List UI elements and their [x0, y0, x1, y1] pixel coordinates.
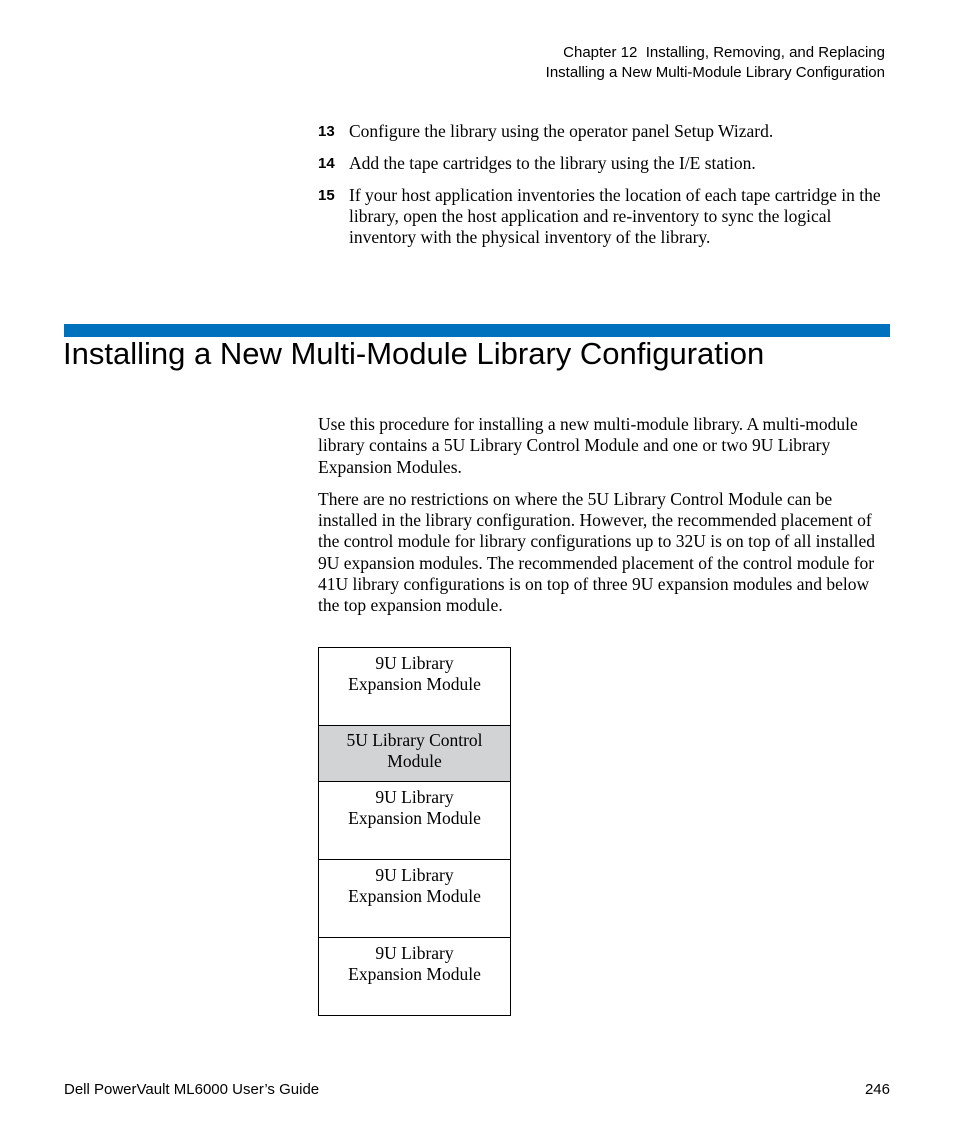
- module-label-line: Expansion Module: [348, 886, 481, 906]
- step-item: [318, 121, 890, 142]
- step-text: Configure the library using the operator panel Setup Wizard.: [349, 121, 774, 141]
- step-number: 13: [318, 123, 335, 140]
- footer-guide-title: Dell PowerVault ML6000 User’s Guide: [64, 1081, 320, 1098]
- section-title: Installing a New Multi-Module Library Configuration: [63, 336, 765, 371]
- expansion-module-box: [319, 781, 510, 859]
- module-label-line: 5U Library Control: [346, 730, 483, 750]
- running-header: [546, 43, 885, 83]
- module-label-line: 9U Library: [375, 653, 454, 673]
- expansion-module-box: [319, 937, 510, 1015]
- module-label-line: Module: [387, 751, 442, 771]
- step-list: [318, 121, 890, 259]
- step-number: 14: [318, 155, 335, 172]
- step-number: 15: [318, 187, 335, 204]
- header-section: Installing a New Multi-Module Library Configuration: [545, 64, 885, 81]
- step-text: If your host application inventories the location of each tape cartridge in the library, open the host application and re-inventory to sync the logical inventory with the physical inventory of the library.: [349, 185, 881, 247]
- module-label-line: Expansion Module: [348, 808, 481, 828]
- step-text: Add the tape cartridges to the library using the I/E station.: [349, 153, 756, 173]
- expansion-module-box: [319, 859, 510, 937]
- step-item: [318, 185, 890, 248]
- section-body: [318, 414, 890, 628]
- library-module-stack-diagram: [318, 647, 511, 1016]
- body-paragraph: Use this procedure for installing a new multi-module library. A multi-module library contains a 5U Library Control Module and one or two 9U Library Expansion Modules.: [318, 414, 858, 477]
- control-module-box: [319, 725, 510, 781]
- module-label-line: 9U Library: [375, 943, 454, 963]
- step-item: [318, 153, 890, 174]
- body-paragraph: There are no restrictions on where the 5U Library Control Module can be installed in the library configuration. However, the recommended placement of the control module for library configurations up to 32U is on top of all installed 9U expansion modules. The recommended placement of the control module for 41U library configurations is on top of three 9U expansion modules and below the top expansion module.: [318, 488, 875, 616]
- header-chapter: Chapter 12 Installing, Removing, and Replacing: [563, 44, 885, 61]
- expansion-module-box: [319, 647, 510, 725]
- module-label-line: Expansion Module: [348, 964, 481, 984]
- module-label-line: Expansion Module: [348, 674, 481, 694]
- module-label-line: 9U Library: [375, 865, 454, 885]
- footer-page-number: 246: [864, 1081, 890, 1098]
- module-label-line: 9U Library: [375, 787, 454, 807]
